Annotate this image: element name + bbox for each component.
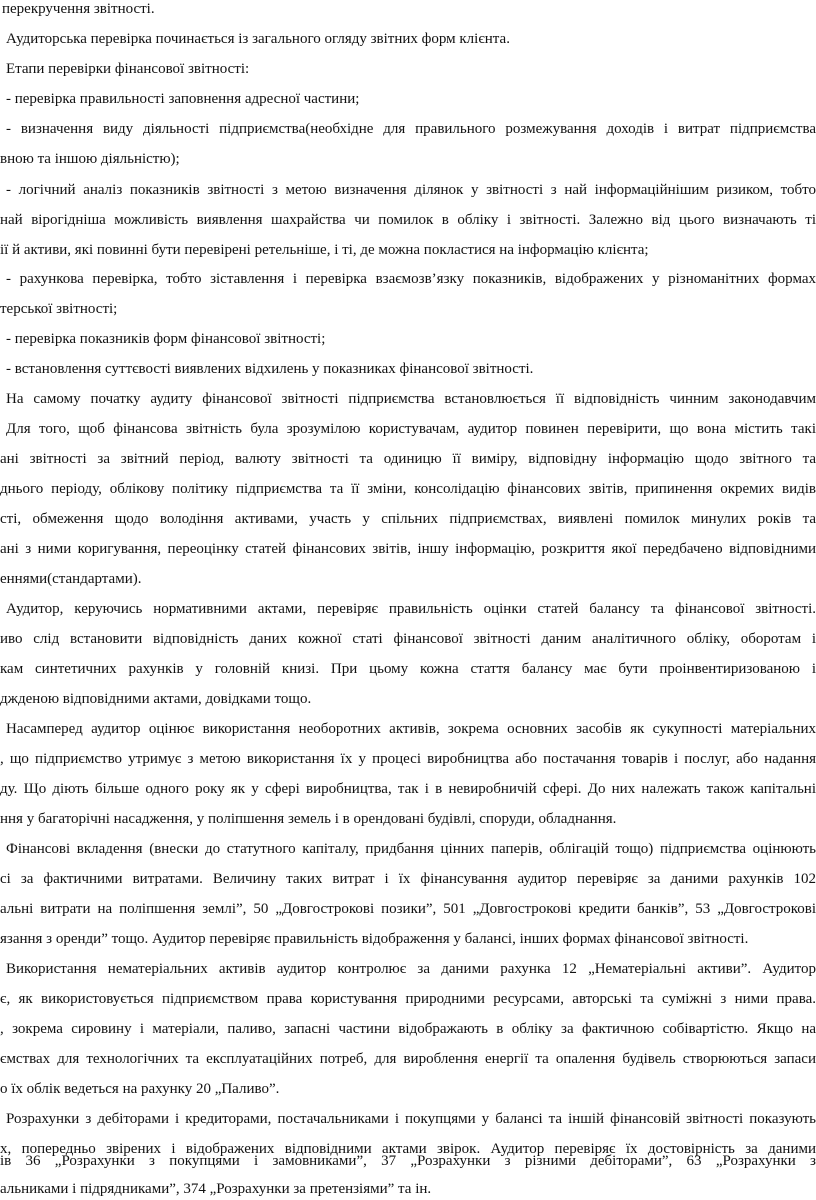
text-line: терської звітності; <box>0 301 118 317</box>
text-line: Аудитор, керуючись нормативними актами, перевіряє правильність оцінки статей балансу та фінансової звітності. <box>6 601 816 617</box>
text-line: иво слід встановити відповідність даних кожної статі фінансової звітності даним аналітичного обліку, оборотам і <box>0 631 816 647</box>
text-line: На самому початку аудиту фінансової звітності підприємства встановлюється її відповідність чинним законодавчим <box>6 391 816 407</box>
text-line: є, як використовується підприємством права користування природними ресурсами, авторські та суміжні з ними права. <box>0 991 816 1007</box>
text-line: ємствах для технологічних та експлуатаційних потреб, для вироблення енергії та опалення будівель створюються запаси <box>0 1051 816 1067</box>
text-line: най вірогідніша можливість виявлення шахрайства чи помилок в обліку і звітності. Залежно від цього визначають ті <box>0 212 816 228</box>
text-line: вною та іншою діяльністю); <box>0 151 180 167</box>
text-line: ів 36 „Розрахунки з покупцями і замовниками”, 37 „Розрахунки з різними дебіторами”, 63 „Розрахунки з <box>0 1153 816 1169</box>
text-line: альні витрати на поліпшення землі”, 50 „Довгострокові позики”, 501 „Довгострокові кредити банків”, 53 „Довгострокові <box>0 901 816 917</box>
text-line: х, попередньо звірених і відображених відповідними актами звірок. Аудитор перевіряє їх достовірність за даними <box>0 1141 816 1157</box>
list-item: - встановлення суттєвості виявлених відхилень у показниках фінансової звітності. <box>6 361 534 377</box>
text-line: Аудиторська перевірка починається із загального огляду звітних форм клієнта. <box>6 31 510 47</box>
text-line: Етапи перевірки фінансової звітності: <box>6 61 250 77</box>
text-line: ння у багаторічні насадження, у поліпшення земель і в орендовані будівлі, споруди, обладнання. <box>0 811 617 827</box>
text-line: Для того, щоб фінансова звітність була зрозумілою користувачам, аудитор повинен перевірити, що вона містить такі <box>6 421 816 437</box>
text-line: альниками і підрядниками”, 374 „Розрахунки за претензіями” та ін. <box>0 1181 432 1197</box>
text-line: ані з ними коригування, переоцінку статей фінансових звітів, іншу інформацію, розкриття якої передбачено відповідними <box>0 541 816 557</box>
text-line: еннями(стандартами). <box>0 571 142 587</box>
text-line: , що підприємство утримує з метою використання їх у процесі виробництва або постачання товарів і послуг, або надання <box>0 751 816 767</box>
text-line: джденою відповідними актами, довідками тощо. <box>0 691 312 707</box>
text-line: Використання нематеріальних активів аудитор контролює за даними рахунка 12 „Нематеріальні активи”. Аудитор <box>6 961 816 977</box>
text-line: сі за фактичними витратами. Величину таких витрат і їх фінансування аудитор перевіряє за даними рахунків 102 <box>0 871 816 887</box>
text-line: днього періоду, облікову політику підприємства та її зміни, консолідацію фінансових звітів, припинення окремих видів <box>0 481 816 497</box>
list-item: - логічний аналіз показників звітності з метою визначення ділянок у звітності з най інформаційнішим ризиком, тобто <box>6 182 816 198</box>
text-line: ду. Що діють більше одного року як у сфері виробництва, так і в невиробничій сфері. До них належать також капітальні <box>0 781 816 797</box>
list-item: - перевірка показників форм фінансової звітності; <box>6 331 326 347</box>
text-line: язання з оренди” тощо. Аудитор перевіряє правильність відображення у балансі, інших формах фінансової звітності. <box>0 931 749 947</box>
list-item: - визначення виду діяльності підприємства(необхідне для правильного розмежування доходів і витрат підприємства <box>6 121 816 137</box>
text-line: Фінансові вкладення (внески до статутного капіталу, придбання цінних паперів, облігацій тощо) підприємства оцінюють <box>6 841 816 857</box>
text-line: ії й активи, які повинні бути перевірені ретельніше, і ті, де можна покластися на інформацію клієнта; <box>0 242 649 258</box>
list-item: - рахункова перевірка, тобто зіставлення і перевірка взаємозв’язку показників, відображених у різноманітних формах <box>6 271 816 287</box>
text-line: о їх облік ведеться на рахунку 20 „Паливо”. <box>0 1081 280 1097</box>
text-line: , зокрема сировину і матеріали, паливо, запасні частини відображають в обліку за фактичною собівартістю. Якщо на <box>0 1021 816 1037</box>
text-line: сті, обмеження щодо володіння активами, участь у спільних підприємствах, виявлені помилок минулих років та <box>0 511 816 527</box>
text-line: кам синтетичних рахунків у головній книзі. При цьому кожна стаття балансу має бути проінвентиризованою і <box>0 661 816 677</box>
text-line: Розрахунки з дебіторами і кредиторами, постачальниками і покупцями у балансі та іншій фінансовій звітності показують <box>6 1111 816 1127</box>
text-line: Насамперед аудитор оцінює використання необоротних активів, зокрема основних засобів як сукупності матеріальних <box>6 721 816 737</box>
text-line: ані звітності за звітний період, валюту звітності та одиницю її виміру, відповідну інформацію щодо звітного та <box>0 451 816 467</box>
list-item: - перевірка правильності заповнення адресної частини; <box>6 91 360 107</box>
text-line: перекручення звітності. <box>2 1 155 17</box>
